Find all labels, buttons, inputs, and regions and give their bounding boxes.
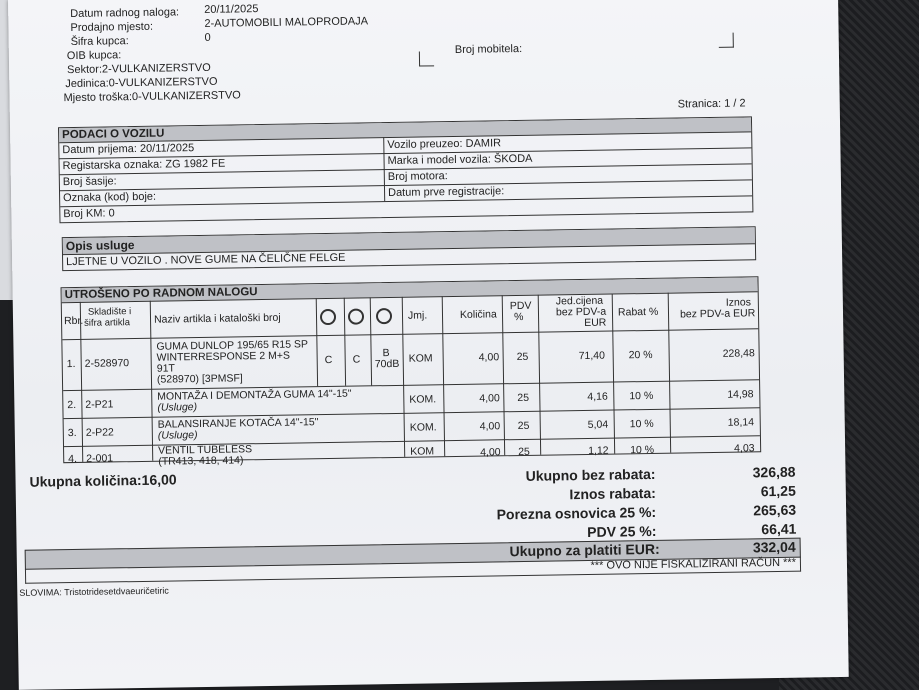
prodajno-label: Prodajno mjesto: <box>70 20 154 35</box>
jedinica: Jedinica:0-VULKANIZERSTVO <box>65 75 218 91</box>
tyre-wet-icon <box>348 308 364 327</box>
row-pdv: 25 <box>518 445 530 459</box>
tyre-noise-icon <box>376 308 392 327</box>
col-rabat: Rabat % <box>617 305 659 319</box>
sektor: Sektor:2-VULKANIZERSTVO <box>67 61 211 77</box>
row-kolicina: 4,00 <box>479 420 501 433</box>
col-rbr: Rbr. <box>63 314 84 328</box>
row-iznos: 228,48 <box>722 347 755 360</box>
col-skladiste-1: Skladište i <box>87 306 132 318</box>
row-cijena: 5,04 <box>587 418 609 431</box>
pdv-label: PDV 25 %: <box>587 522 657 540</box>
datum-prijema: Datum prijema: 20/11/2025 <box>62 142 195 157</box>
broj-motora: Broj motora: <box>387 170 448 184</box>
datum-value: 20/11/2025 <box>204 3 259 16</box>
broj-km: Broj KM: 0 <box>63 207 115 221</box>
iznos-rabata-label: Iznos rabata: <box>569 484 656 503</box>
ukupna-kolicina: Ukupna količina:16,00 <box>29 471 177 490</box>
row-rbr: 1. <box>66 357 76 371</box>
service-description: LJETNE U VOZILO . NOVE GUME NA ČELIČNE FELGE <box>63 243 755 270</box>
col-skladiste-2: šifra artikla <box>84 317 131 329</box>
sifra-label: Šifra kupca: <box>70 35 129 49</box>
row-pdv: 25 <box>517 391 530 405</box>
items-table <box>61 276 762 468</box>
row-naziv: VENTIL TUBELESS <box>158 443 253 457</box>
row-pdv: 25 <box>516 350 529 364</box>
row-rabat: 10 % <box>629 417 654 431</box>
row-noise-class: B <box>382 347 390 360</box>
row-rabat: 10 % <box>629 389 654 403</box>
registarska-oznaka: Registarska oznaka: ZG 1982 FE <box>62 157 226 173</box>
col-naziv: Naziv artikla i kataloški broj <box>153 311 281 326</box>
work-order-document <box>8 0 849 690</box>
fiscal-note: *** OVO NIJE FISKALIZIRANI RAČUN *** <box>590 556 797 572</box>
col-cijena-3: EUR <box>584 316 607 329</box>
row-sifra: 2-001 <box>86 452 114 465</box>
marka-model: Marka i model vozila: ŠKODA <box>387 152 533 168</box>
row-kolicina: 4,00 <box>480 446 501 459</box>
row-iznos: 18,14 <box>727 416 755 429</box>
mjesto-troska: Mjesto troška:0-VULKANIZERSTVO <box>63 89 241 105</box>
service-title: Opis usluge <box>63 227 755 254</box>
row-rbr: 2. <box>67 398 77 412</box>
col-pdv-percent: % <box>513 310 524 324</box>
broj-sasije: Broj šasije: <box>62 175 117 189</box>
row-cijena: 4,16 <box>587 390 608 403</box>
vehicle-section <box>58 116 753 223</box>
row-naziv: (528970) [3PMSF] <box>156 372 243 386</box>
row-jmj: KOM. <box>409 421 437 434</box>
sifra-value: 0 <box>204 31 211 44</box>
row-sifra: 2-P22 <box>85 426 114 439</box>
oib-label: OIB kupca: <box>66 49 122 63</box>
row-wet-class: C <box>352 353 361 366</box>
row-naziv: (TR413, 418, 414) <box>158 454 244 468</box>
row-pdv: 25 <box>517 419 530 433</box>
iznos-rabata-value: 61,25 <box>760 482 796 500</box>
platiti-value: 332,04 <box>752 538 796 556</box>
service-section <box>62 226 756 271</box>
row-jmj: KOM <box>408 352 433 365</box>
col-jmj: Jmj. <box>407 309 428 322</box>
row-naziv: GUMA DUNLOP 195/65 R15 SP <box>156 338 309 353</box>
row-kolicina: 4,00 <box>478 351 500 364</box>
row-rbr: 4. <box>68 452 78 466</box>
oznaka-boje: Oznaka (kod) boje: <box>63 190 157 205</box>
page-number: Stranica: 1 / 2 <box>677 97 746 111</box>
items-title: UTROŠENO PO RADNOM NALOGU <box>62 277 758 302</box>
osnovica-label: Porezna osnovica 25 %: <box>496 503 657 523</box>
vehicle-title: PODACI O VOZILU <box>59 117 751 142</box>
vozilo-preuzeo: Vozilo preuzeo: DAMIR <box>387 137 502 152</box>
row-cijena: 1,12 <box>588 444 609 457</box>
tyre-fuel-icon <box>320 309 336 328</box>
slovima: SLOVIMA: Tristotridesetdvaeuričetiric <box>19 585 169 598</box>
row-iznos: 14,98 <box>727 388 754 401</box>
datum-prve-registracije: Datum prve registracije: <box>387 185 505 200</box>
col-iznos-2: bez PDV-a EUR <box>679 307 756 321</box>
row-kolicina: 4,00 <box>479 392 500 405</box>
col-cijena-1: Jed.cijena <box>555 294 604 308</box>
col-kolicina: Količina <box>459 308 497 321</box>
row-jmj: KOM <box>410 445 435 458</box>
row-naziv: 91T <box>156 362 175 375</box>
row-naziv: WINTERRESPONSE 2 M+S <box>156 349 291 364</box>
row-rbr: 3. <box>67 426 77 440</box>
address-corner-right <box>719 33 734 48</box>
col-iznos-1: Iznos <box>725 296 752 309</box>
row-naziv: (Usluge) <box>157 429 198 442</box>
mobitel-label: Broj mobitela: <box>454 42 523 56</box>
row-sifra: 2-P21 <box>85 398 114 411</box>
address-corner-left <box>419 51 434 66</box>
row-cijena: 71,40 <box>578 349 606 363</box>
row-naziv: (Usluge) <box>157 401 198 414</box>
prodajno-value: 2-AUTOMOBILI MALOPRODAJA <box>204 15 369 30</box>
bez-rabata-value: 326,88 <box>752 463 796 481</box>
bez-rabata-label: Ukupno bez rabata: <box>525 465 656 484</box>
row-naziv: BALANSIRANJE KOTAČA 14"-15" <box>157 416 319 431</box>
datum-label: Datum radnog naloga: <box>70 6 180 21</box>
row-naziv: MONTAŽA I DEMONTAŽA GUMA 14"-15" <box>157 387 352 403</box>
row-jmj: KOM. <box>409 393 437 406</box>
col-pdv: PDV <box>509 299 532 313</box>
row-rabat: 20 % <box>628 348 653 362</box>
row-sifra: 2-528970 <box>84 357 130 370</box>
platiti-label: Ukupno za platiti EUR: <box>509 540 660 560</box>
col-cijena-2: bez PDV-a <box>555 305 607 319</box>
row-rabat: 10 % <box>630 443 655 457</box>
osnovica-value: 265,63 <box>753 501 797 519</box>
pdv-value: 66,41 <box>761 520 797 538</box>
row-fuel-class: C <box>324 353 333 367</box>
row-iznos: 4,03 <box>734 442 755 455</box>
row-noise-db: 70dB <box>374 357 400 371</box>
